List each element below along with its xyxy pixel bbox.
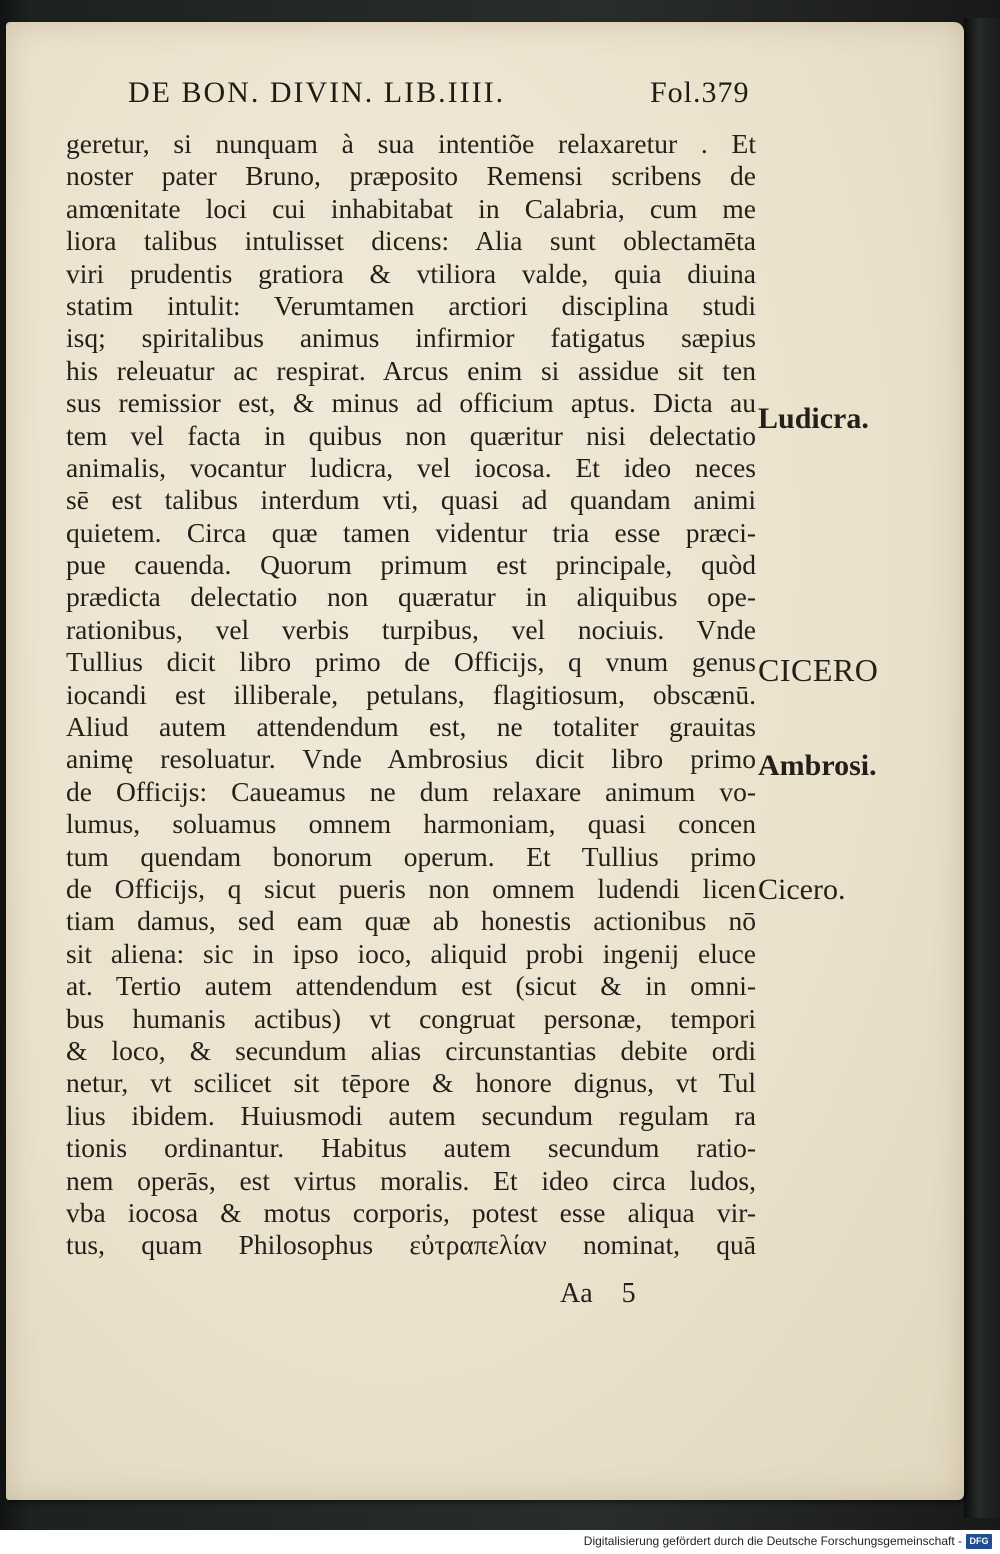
text-line: sit aliena: sic in ipso ioco, aliquid probi ingenij eluce [66, 937, 756, 969]
body-text [66, 128, 756, 1262]
book-edge [964, 18, 1000, 1518]
text-line: de Officijs, q sicut pueris non omnem ludendi licen [66, 872, 756, 904]
margin-note-cicero: Cicero. [758, 873, 846, 906]
text-line: netur, vt scilicet sit tēpore & honore dignus, vt Tul [66, 1067, 756, 1099]
text-line: sus remissior est, & minus ad officium aptus. Dicta au [66, 387, 756, 419]
text-line: statim intulit: Verumtamen arctiori disciplina studi [66, 289, 756, 321]
text-line: nem operās, est virtus moralis. Et ideo circa ludos, [66, 1164, 756, 1196]
footer-credit: Digitalisierung gefördert durch die Deutsche Forschungsgemeinschaft - [583, 1534, 962, 1548]
text-line: tus, quam Philosophus εὐτραπελίαν nominat, quā [66, 1229, 756, 1261]
text-line: amœnitate loci cui inhabitabat in Calabria, cum me [66, 192, 756, 224]
text-line: prædicta delectatio non quæratur in aliquibus ope- [66, 581, 756, 613]
signature-mark: Aa 5 [560, 1278, 636, 1309]
text-line: noster pater Bruno, præposito Remensi scribens de [66, 160, 756, 192]
text-line: de Officijs: Caueamus ne dum relaxare animum vo- [66, 775, 756, 807]
text-line: vba iocosa & motus corporis, potest esse aliqua vir- [66, 1196, 756, 1228]
running-head-title: DE BON. DIVIN. LIB.IIII. [128, 76, 506, 109]
footer-bar [0, 1530, 1000, 1554]
dfg-logo: DFG [966, 1534, 992, 1549]
text-line: sē est talibus interdum vti, quasi ad quandam animi [66, 484, 756, 516]
text-line: pue cauenda. Quorum primum est principale, quòd [66, 549, 756, 581]
text-line: iocandi est illiberale, petulans, flagitiosum, obscænū. [66, 678, 756, 710]
text-line: animę resoluatur. Vnde Ambrosius dicit libro primo [66, 743, 756, 775]
text-line: tiam damus, sed eam quæ ab honestis actionibus nō [66, 905, 756, 937]
text-line: lumus, soluamus omnem harmoniam, quasi concen [66, 808, 756, 840]
text-line: rationibus, vel verbis turpibus, vel nociuis. Vnde [66, 613, 756, 645]
text-line: Tullius dicit libro primo de Officijs, q vnum genus [66, 646, 756, 678]
text-line: tum quendam bonorum operum. Et Tullius primo [66, 840, 756, 872]
text-line: tionis ordinantur. Habitus autem secundum ratio- [66, 1132, 756, 1164]
text-line: at. Tertio autem attendendum est (sicut & in omni- [66, 970, 756, 1002]
text-line: viri prudentis gratiora & vtiliora valde, quia diuina [66, 257, 756, 289]
text-line: lius ibidem. Huiusmodi autem secundum regulam ra [66, 1099, 756, 1131]
margin-note-cicero-caps: CICERO [758, 652, 879, 688]
running-head [120, 72, 760, 122]
text-line: tem vel facta in quibus non quæritur nisi delectatio [66, 419, 756, 451]
text-line: his releuatur ac respirat. Arcus enim si assidue sit ten [66, 354, 756, 386]
text-line: liora talibus intulisset dicens: Alia sunt oblectamēta [66, 225, 756, 257]
text-line: isq; spiritalibus animus infirmior fatigatus sæpius [66, 322, 756, 354]
margin-note-ludicra: Ludicra. [758, 402, 869, 435]
text-line: geretur, si nunquam à sua intentiõe relaxaretur . Et [66, 128, 756, 159]
text-line: bus humanis actibus) vt congruat personæ, tempori [66, 1002, 756, 1034]
text-line: Aliud autem attendendum est, ne totaliter grauitas [66, 711, 756, 743]
text-line: animalis, vocantur ludicra, vel iocosa. Et ideo neces [66, 451, 756, 483]
folio-number: Fol.379 [650, 76, 750, 109]
text-line: quietem. Circa quæ tamen videntur tria esse præci- [66, 516, 756, 548]
margin-note-ambrosius: Ambrosi. [758, 749, 877, 782]
text-line: & loco, & secundum alias circunstantias debite ordi [66, 1034, 756, 1066]
